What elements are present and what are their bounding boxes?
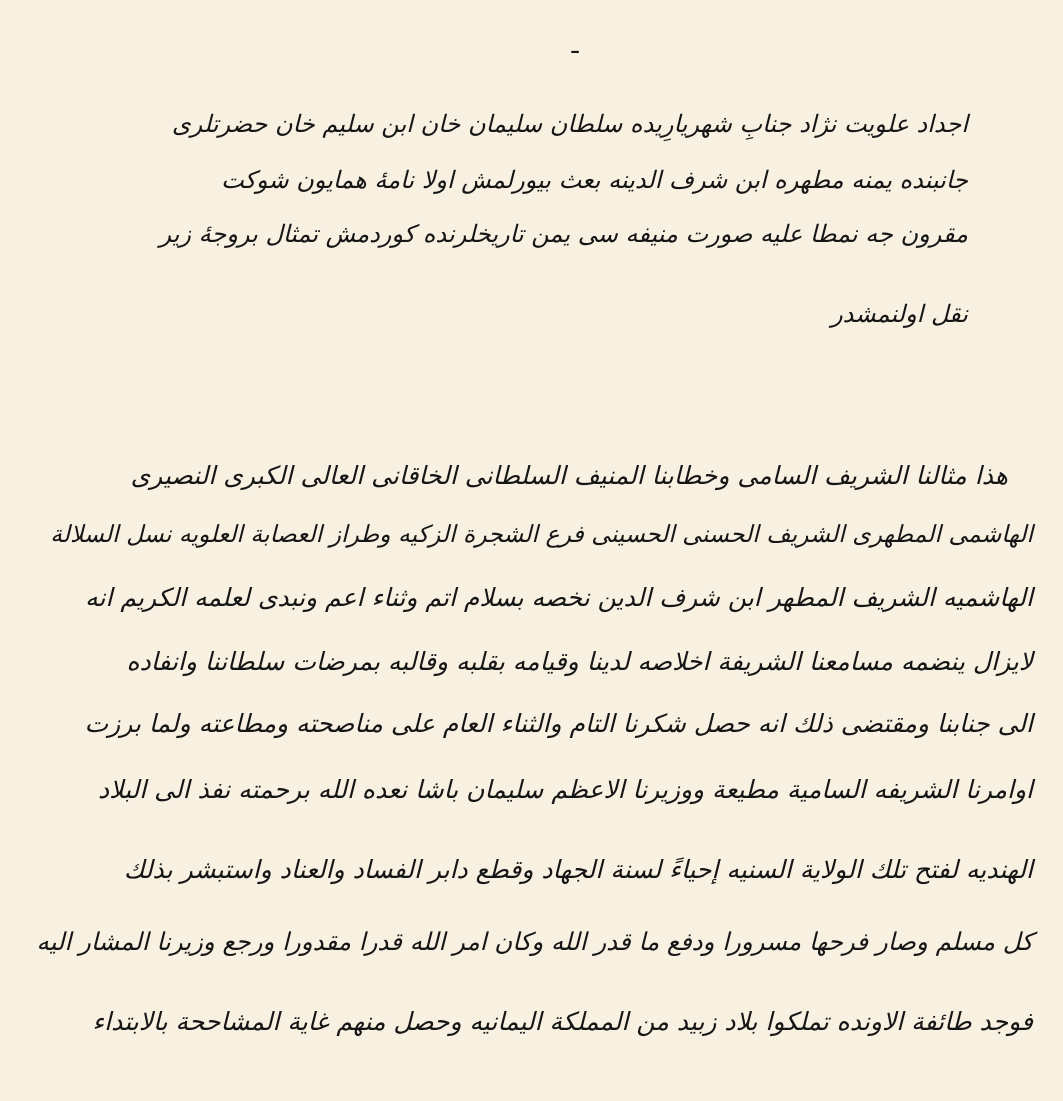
decree-line-3: الهاشميه الشريف المطهر ابن شرف الدين نخصه بسلام اتم وثناء اعم ونبدى لعلمه الكريم انه — [85, 583, 1033, 612]
decree-line-7: الهنديه لفتح تلك الولاية السنيه إحياءً لسنة الجهاد وقطع دابر الفساد والعناد واستبشر بذلك — [123, 855, 1033, 884]
decree-line-9: فوجد طائفة الاونده تملكوا بلاد زبيد من المملكة اليمانيه وحصل منهم غاية المشاححة بالابتداء — [92, 1007, 1033, 1036]
intro-line-4: نقل اولنمشدر — [831, 300, 968, 328]
decree-line-1: هذا مثالنا الشريف السامى وخطابنا المنيف السلطانى الخاقانى العالى الكبرى النصيرى — [130, 461, 1008, 490]
intro-line-2: جانبنده يمنه مطهره ابن شرف الدينه بعث بيورلمش اولا نامهٔ همايون شوكت — [221, 166, 968, 194]
decree-line-4: لايزال ينضمه مسامعنا الشريفة اخلاصه لدينا وقيامه بقلبه وقالبه بمرضات سلطاننا وانفاده — [126, 647, 1033, 676]
page-mark: ـ — [571, 31, 579, 59]
decree-line-8: كل مسلم وصار فرحها مسرورا ودفع ما قدر الله وكان امر الله قدرا مقدورا ورجع وزيرنا المشار اليه — [36, 927, 1033, 956]
decree-line-2: الهاشمى المطهرى الشريف الحسنى الحسينى فرع الشجرة الزكيه وطراز العصابة العلويه نسل السلالة — [50, 520, 1033, 548]
intro-line-1: اجداد علويت نژاد جنابِ شهريارِيده سلطان سليمان خان ابن سليم خان حضرتلرى — [171, 110, 968, 138]
decree-line-5: الى جنابنا ومقتضى ذلك انه حصل شكرنا التام والثناء العام على مناصحته ومطاعته ولما برزت — [84, 709, 1033, 738]
intro-line-3: مقرون جه نمطا عليه صورت منيفه سى يمن تاريخلرنده كوردمش تمثال بروجهٔ زير — [159, 220, 968, 248]
decree-line-6: اوامرنا الشريفه السامية مطيعة ووزيرنا الاعظم سليمان باشا نعده الله برحمته نفذ الى البلاد — [98, 775, 1033, 804]
